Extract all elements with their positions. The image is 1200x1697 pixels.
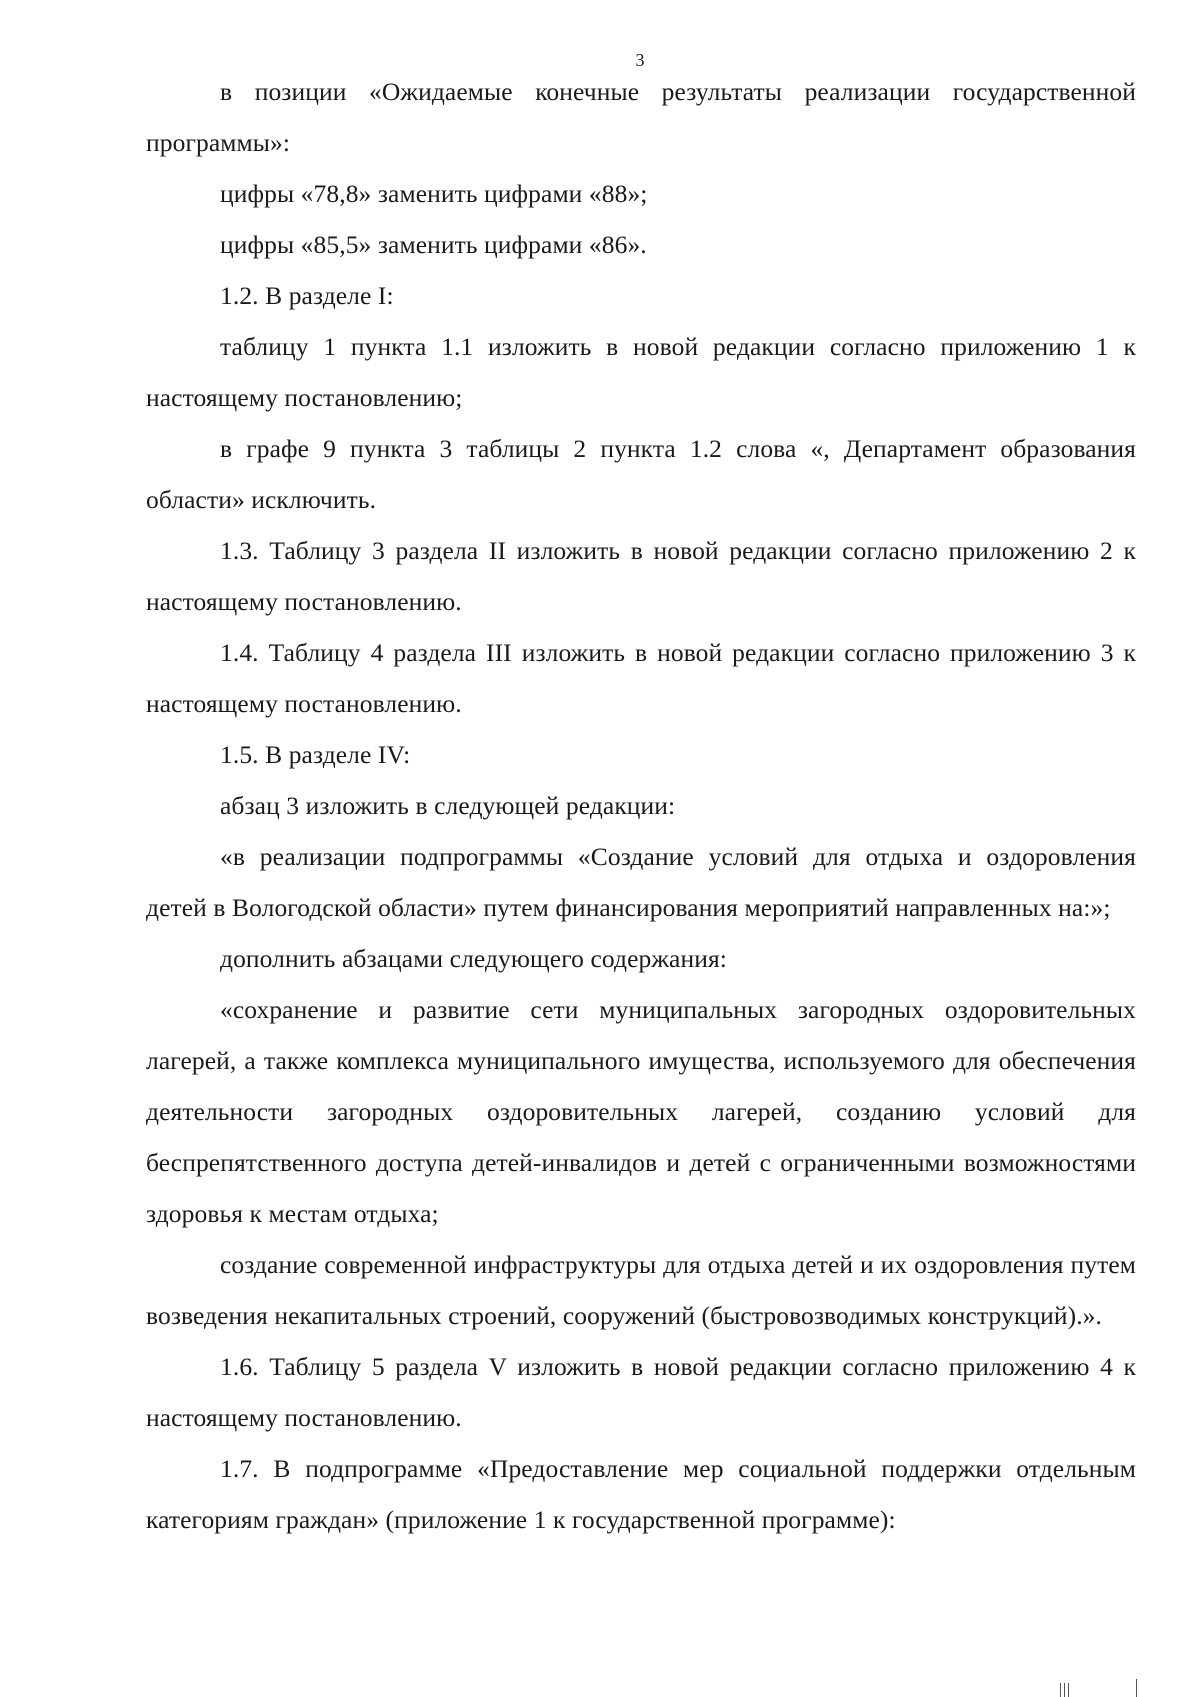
scan-mark (1060, 1683, 1061, 1697)
paragraph: 1.7. В подпрограмме «Предоставление мер социальной поддержки отдельным категориям граждан» (приложение 1 к государственной программе): (146, 1454, 1136, 1534)
paragraph: 1.3. Таблицу 3 раздела II изложить в новой редакции согласно приложению 2 к настоящему постановлению. (146, 536, 1136, 616)
paragraph: в позиции «Ожидаемые конечные результаты реализации государственной программы»: (146, 77, 1136, 157)
page-number: 3 (635, 50, 645, 70)
scan-marks (1050, 1667, 1200, 1697)
scan-mark (1064, 1683, 1065, 1697)
paragraph: дополнить абзацами следующего содержания: (220, 944, 727, 973)
paragraph: в графе 9 пункта 3 таблицы 2 пункта 1.2 слова «, Департамент образования области» исключить. (146, 434, 1136, 514)
paragraph: «сохранение и развитие сети муниципальных загородных оздоровительных лагерей, а также комплекса муниципального имущества, используемого для обеспечения деятельности загородных оздоровительных лагерей, созданию условий для беспрепятственного доступа детей-инвалидов и детей с ограниченными возможностями здоровья к местам отдыха; (146, 995, 1136, 1228)
paragraph: цифры «85,5» заменить цифрами «86». (220, 230, 647, 259)
scan-mark (1068, 1683, 1069, 1697)
scan-mark (1136, 1679, 1137, 1697)
paragraph: цифры «78,8» заменить цифрами «88»; (220, 179, 648, 208)
document-body (146, 66, 1136, 1545)
paragraph: 1.2. В разделе I: (220, 281, 394, 310)
paragraph: таблицу 1 пункта 1.1 изложить в новой редакции согласно приложению 1 к настоящему постановлению; (146, 332, 1136, 412)
paragraph: создание современной инфраструктуры для отдыха детей и их оздоровления путем возведения некапитальных строений, сооружений (быстровозводимых конструкций).». (146, 1250, 1136, 1330)
paragraph: 1.4. Таблицу 4 раздела III изложить в новой редакции согласно приложению 3 к настоящему постановлению. (146, 638, 1136, 718)
paragraph: «в реализации подпрограммы «Создание условий для отдыха и оздоровления детей в Вологодской области» путем финансирования мероприятий направленных на:»; (146, 842, 1136, 922)
paragraph: 1.6. Таблицу 5 раздела V изложить в новой редакции согласно приложению 4 к настоящему постановлению. (146, 1352, 1136, 1432)
paragraph: 1.5. В разделе IV: (220, 740, 411, 769)
paragraph: абзац 3 изложить в следующей редакции: (220, 791, 676, 820)
